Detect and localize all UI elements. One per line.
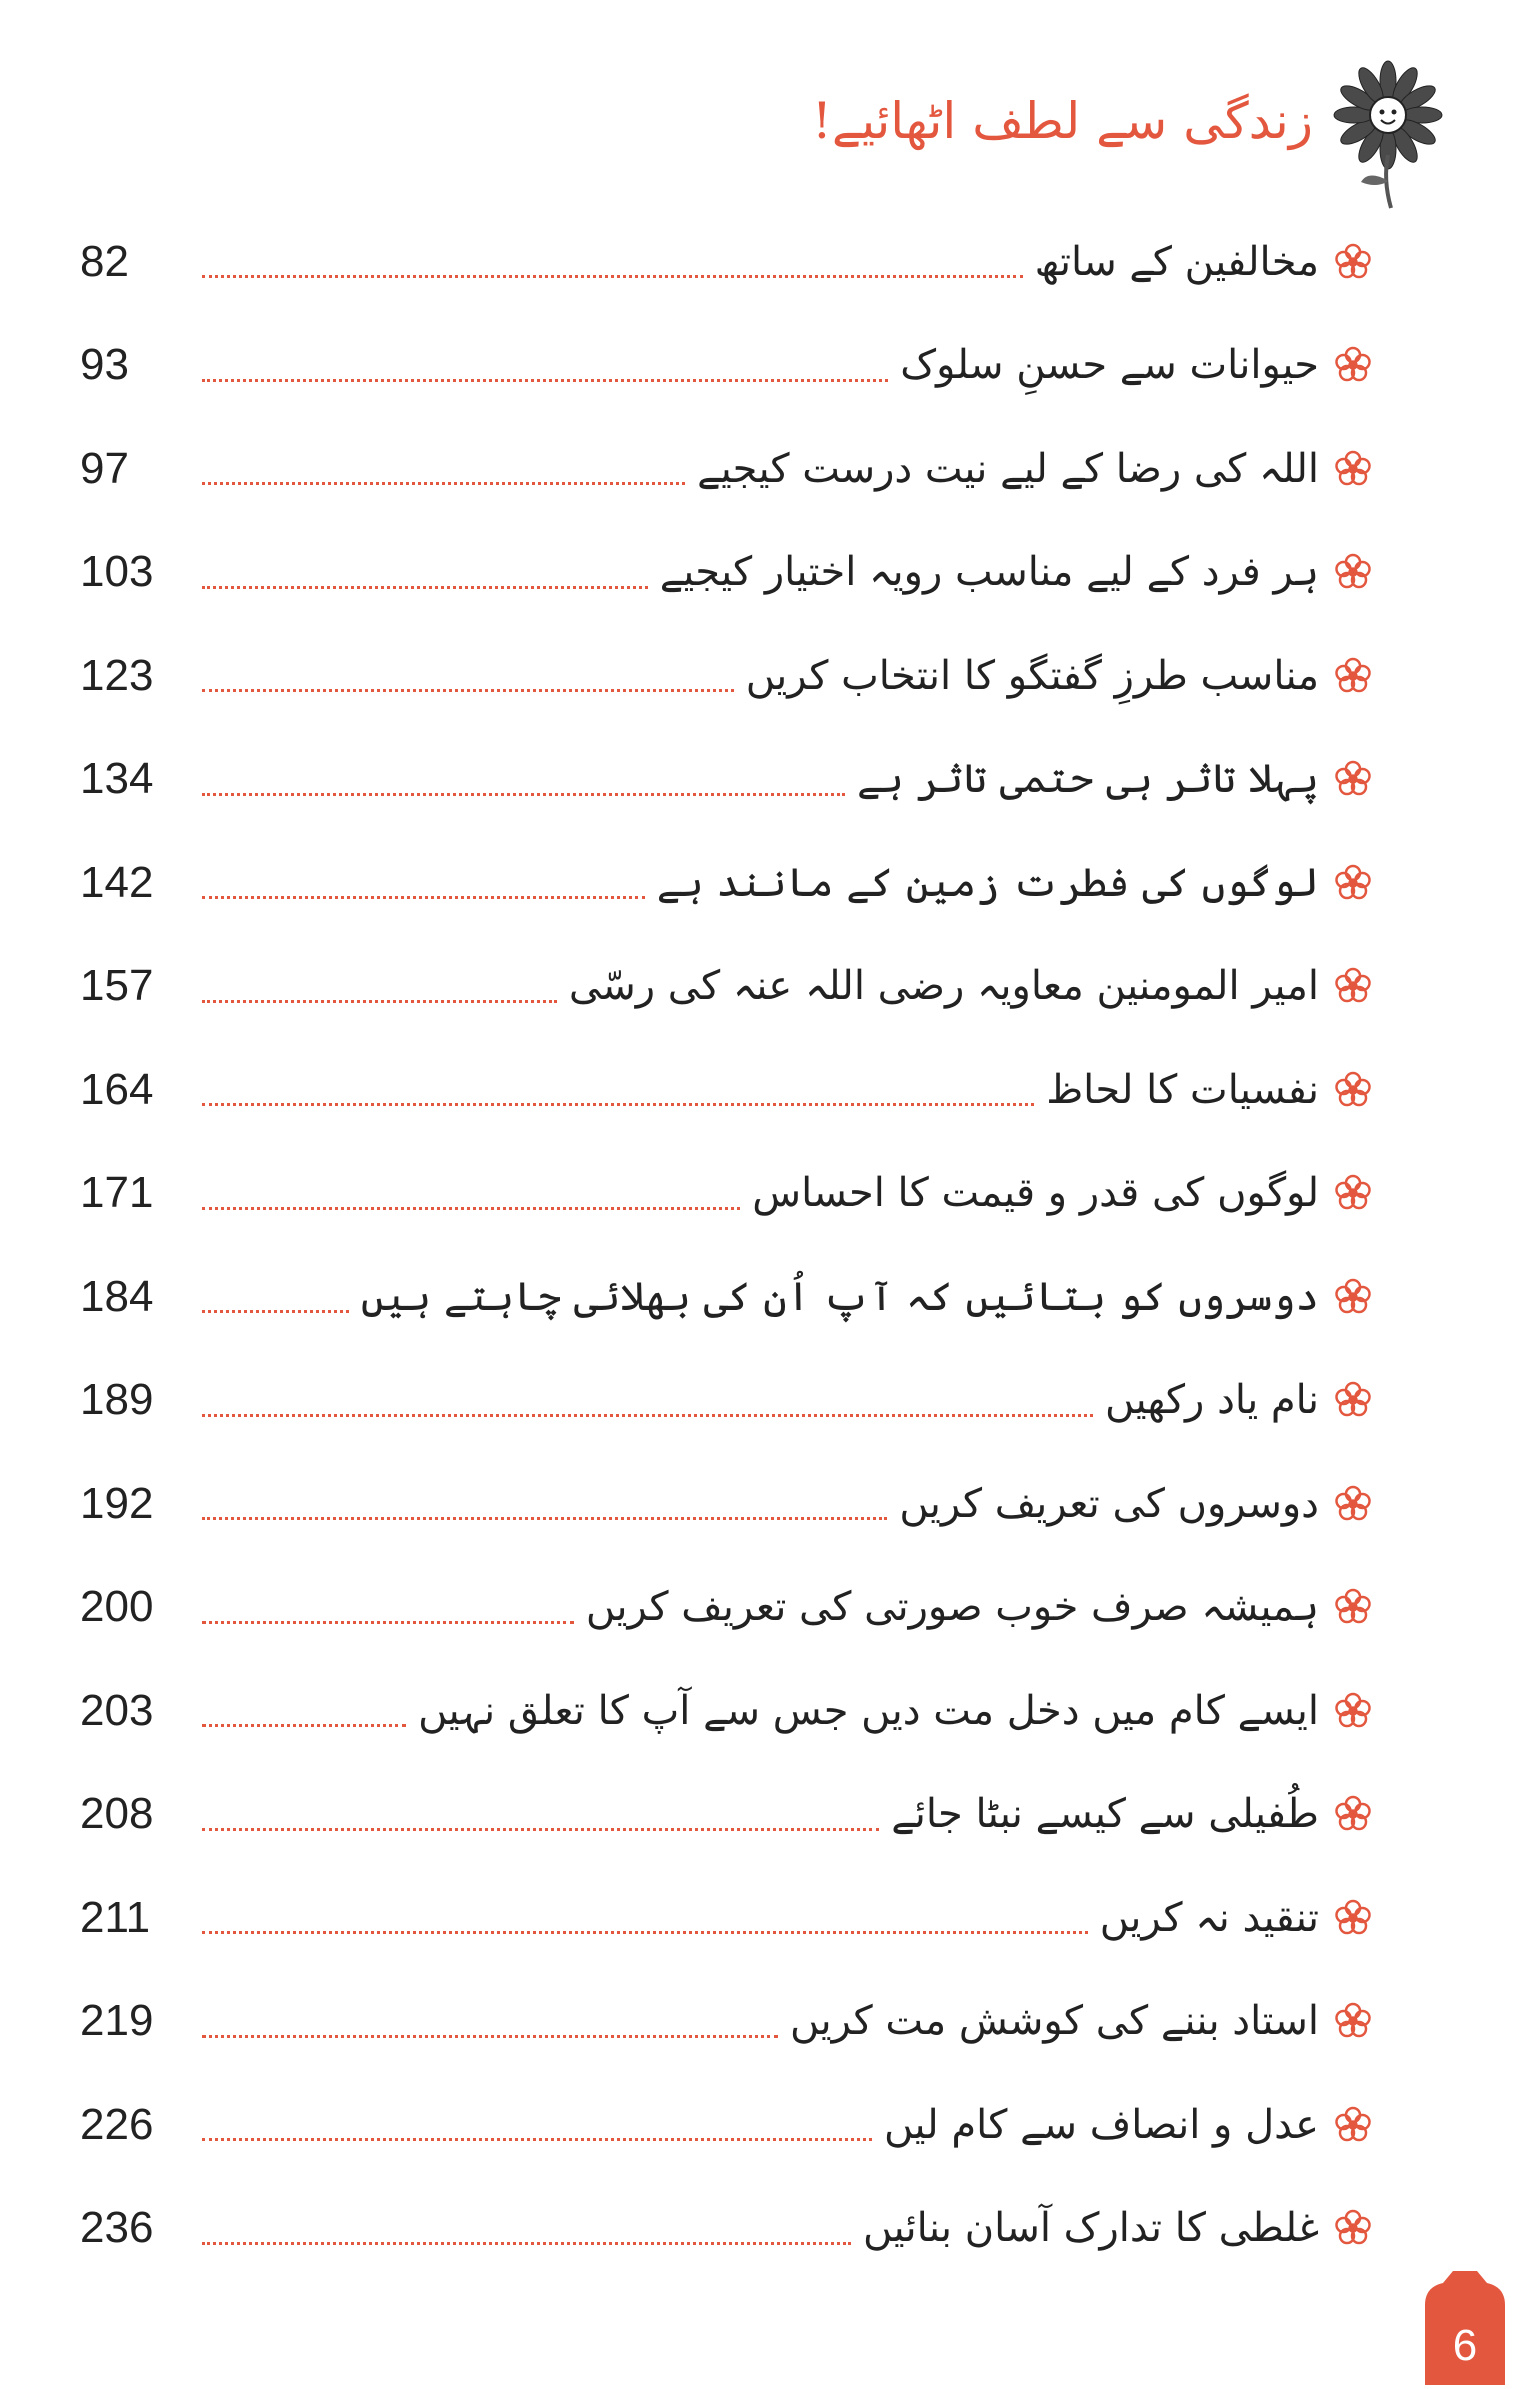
toc-page-number: 171 (80, 1168, 154, 1218)
flower-bullet-icon (1333, 1691, 1373, 1731)
toc-entry[interactable] (80, 1970, 1373, 2074)
toc-entry-title: استاد بننے کی کوشش مت کریں (790, 1998, 1319, 2045)
toc-page-number: 203 (80, 1685, 154, 1735)
toc-page-number: 157 (80, 961, 154, 1011)
daisy-flower-icon (1323, 60, 1453, 210)
toc-page-number: 211 (80, 1892, 151, 1942)
toc-entry-title: حیوانات سے حسنِ سلوک (900, 342, 1319, 389)
toc-entry-title: لوگوں کی فطرت زمین کے مانند ہے (656, 859, 1319, 906)
toc-page-number: 93 (80, 340, 129, 390)
toc-entry[interactable] (80, 1349, 1373, 1453)
toc-entry[interactable] (80, 1556, 1373, 1660)
toc-page-number: 184 (80, 1271, 154, 1321)
toc-page-number: 103 (80, 547, 154, 597)
flower-bullet-icon (1333, 1587, 1373, 1627)
dot-leader (202, 377, 888, 382)
toc-entry-title: مخالفین کے ساتھ (1034, 238, 1319, 285)
toc-page-number: 164 (80, 1064, 154, 1114)
toc-entry[interactable] (80, 935, 1373, 1039)
dot-leader (202, 2240, 851, 2245)
flower-bullet-icon (1333, 1173, 1373, 1213)
flower-bullet-icon (1333, 2001, 1373, 2041)
flower-bullet-icon (1333, 1794, 1373, 1834)
dot-leader (202, 894, 645, 899)
toc-entry-title: ہمیشہ صرف خوب صورتی کی تعریف کریں (585, 1584, 1319, 1631)
toc-entry-title: نفسیات کا لحاظ (1046, 1066, 1319, 1113)
flower-bullet-icon (1333, 242, 1373, 282)
dot-leader (202, 273, 1023, 278)
flower-bullet-icon (1333, 1484, 1373, 1524)
page-number-tab (1417, 2265, 1513, 2385)
toc-entry[interactable] (80, 1245, 1373, 1349)
dot-leader (202, 1722, 406, 1727)
table-of-contents (80, 210, 1373, 2280)
toc-entry[interactable] (80, 728, 1373, 832)
toc-entry-title: مناسب طرزِ گفتگو کا انتخاب کریں (745, 652, 1319, 699)
toc-entry[interactable] (80, 210, 1373, 314)
flower-bullet-icon (1333, 1277, 1373, 1317)
dot-leader (202, 1205, 740, 1210)
toc-entry-title: نام یاد رکھیں (1105, 1377, 1319, 1424)
flower-bullet-icon (1333, 2208, 1373, 2248)
flower-bullet-icon (1333, 449, 1373, 489)
toc-entry-title: طُفیلی سے کیسے نبٹا جائے (891, 1791, 1319, 1838)
toc-page-number: 226 (80, 2099, 154, 2149)
toc-page-number: 82 (80, 236, 129, 286)
dot-leader (202, 687, 734, 692)
toc-entry[interactable] (80, 1452, 1373, 1556)
toc-entry[interactable] (80, 831, 1373, 935)
toc-entry[interactable] (80, 1659, 1373, 1763)
dot-leader (202, 1929, 1088, 1934)
flower-bullet-icon (1333, 966, 1373, 1006)
toc-entry-title: امیر المومنین معاویہ رضی اللہ عنہ کی رسّی (568, 963, 1319, 1010)
toc-page-number: 123 (80, 650, 154, 700)
toc-page-number: 200 (80, 1582, 154, 1632)
toc-entry[interactable] (80, 521, 1373, 625)
toc-page-number: 189 (80, 1375, 154, 1425)
toc-page-number: 134 (80, 754, 154, 804)
flower-bullet-icon (1333, 1898, 1373, 1938)
toc-entry[interactable] (80, 314, 1373, 418)
toc-entry-title: عدل و انصاف سے کام لیں (883, 2101, 1319, 2148)
toc-entry-title: دوسروں کو بتائیں کہ آپ اُن کی بھلائی چاہتے ہیں (360, 1273, 1319, 1320)
toc-page-number: 208 (80, 1789, 154, 1839)
flower-bullet-icon (1333, 656, 1373, 696)
toc-page-number: 236 (80, 2203, 154, 2253)
flower-bullet-icon (1333, 863, 1373, 903)
dot-leader (202, 2033, 778, 2038)
dot-leader (202, 1308, 349, 1313)
dot-leader (202, 1619, 574, 1624)
toc-entry[interactable] (80, 1866, 1373, 1970)
dot-leader (202, 1515, 887, 1520)
toc-page-number: 219 (80, 1996, 154, 2046)
running-header (811, 40, 1473, 210)
toc-entry-title: تنقید نہ کریں (1099, 1894, 1319, 1941)
toc-page-number: 192 (80, 1478, 154, 1528)
book-title: زندگی سے لطف اٹھائیے! (811, 92, 1313, 150)
toc-entry[interactable] (80, 2177, 1373, 2281)
toc-entry[interactable] (80, 1038, 1373, 1142)
flower-bullet-icon (1333, 345, 1373, 385)
toc-entry-title: ایسے کام میں دخل مت دیں جس سے آپ کا تعلق نہیں (418, 1687, 1319, 1734)
toc-entry[interactable] (80, 1142, 1373, 1246)
dot-leader (202, 791, 845, 796)
toc-entry-title: غلطی کا تدارک آسان بنائیں (863, 2205, 1319, 2252)
toc-entry[interactable] (80, 417, 1373, 521)
flower-bullet-icon (1333, 1070, 1373, 1110)
toc-entry[interactable] (80, 1763, 1373, 1867)
dot-leader (202, 1412, 1093, 1417)
page-number: 6 (1452, 2321, 1478, 2370)
dot-leader (202, 998, 557, 1003)
toc-page-number: 97 (80, 443, 129, 493)
toc-page-number: 142 (80, 857, 154, 907)
toc-entry-title: ہر فرد کے لیے مناسب رویہ اختیار کیجیے (659, 549, 1319, 596)
flower-bullet-icon (1333, 759, 1373, 799)
toc-entry-title: لوگوں کی قدر و قیمت کا احساس (752, 1170, 1319, 1217)
flower-bullet-icon (1333, 2105, 1373, 2145)
toc-entry[interactable] (80, 624, 1373, 728)
toc-entry-title: اللہ کی رضا کے لیے نیت درست کیجیے (697, 445, 1319, 492)
dot-leader (202, 584, 648, 589)
flower-bullet-icon (1333, 552, 1373, 592)
dot-leader (202, 2136, 872, 2141)
dot-leader (202, 1826, 879, 1831)
dot-leader (202, 1101, 1034, 1106)
toc-entry-title: دوسروں کی تعریف کریں (899, 1480, 1319, 1527)
toc-entry[interactable] (80, 2073, 1373, 2177)
dot-leader (202, 480, 685, 485)
flower-bullet-icon (1333, 1380, 1373, 1420)
toc-entry-title: پہلا تاثر ہی حتمی تاثر ہے (856, 756, 1319, 803)
